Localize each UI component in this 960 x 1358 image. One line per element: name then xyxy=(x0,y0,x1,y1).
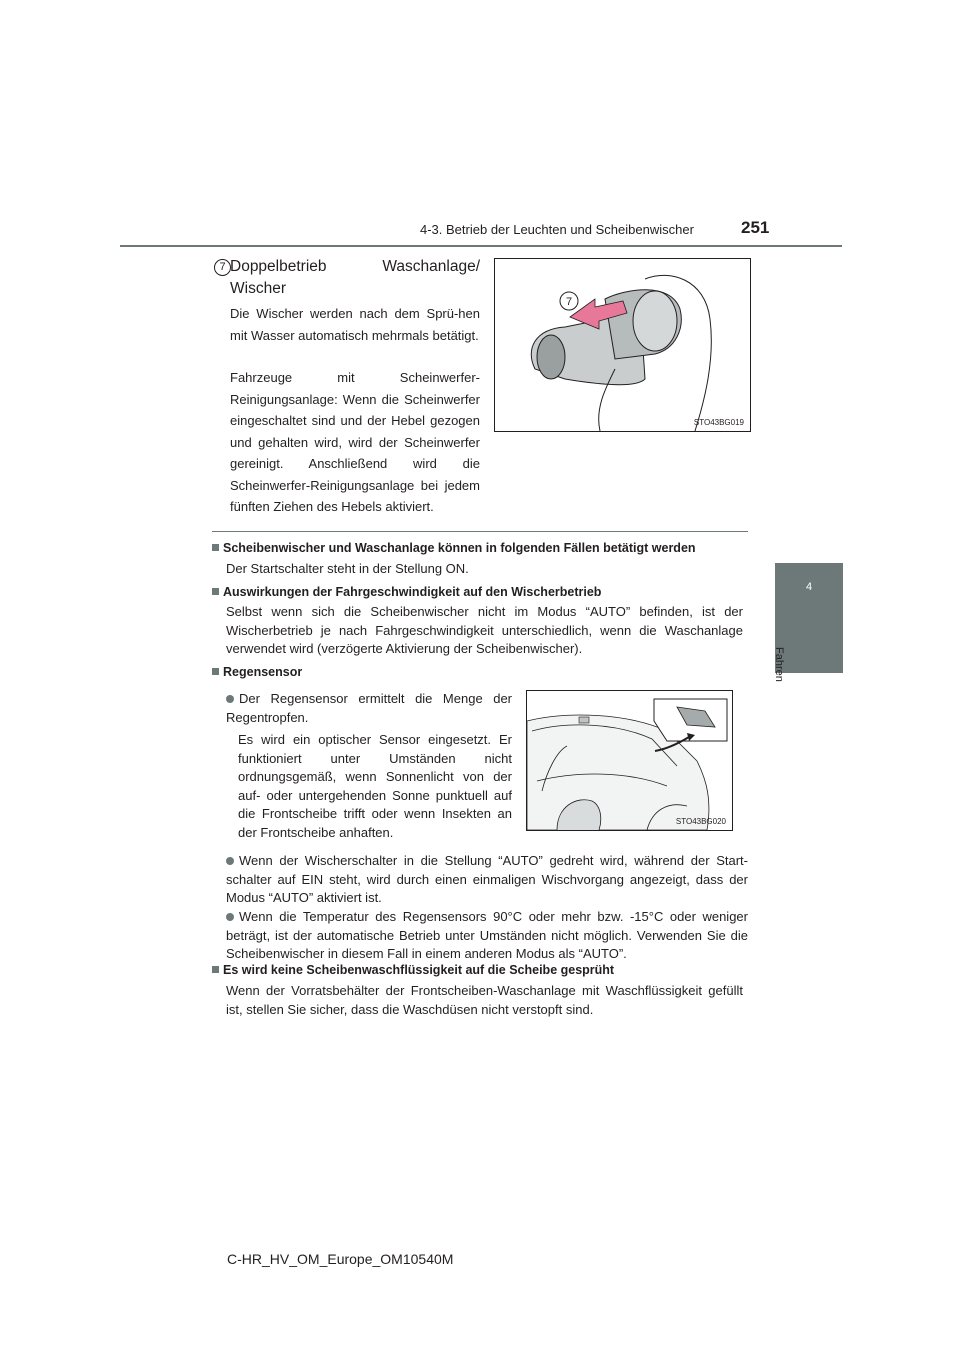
figure-badge: 7 xyxy=(565,296,573,308)
rain-sensor-bullet-2 xyxy=(226,852,748,908)
round-bullet-icon xyxy=(226,695,234,703)
bullet-1-line1-text: Der Regensensor ermittelt die Menge der Regentropfen. xyxy=(226,691,512,725)
note-text: Wenn der Vorratsbehälter der Frontscheiben-Waschanlage mit Waschflüssigkeit gefüllt ist, stellen Sie sicher, dass die Waschdüsen nicht verstopft sind. xyxy=(226,983,743,1017)
chapter-label-text: Fahren xyxy=(773,647,785,682)
figure-code: STO43BG020 xyxy=(675,817,726,826)
bullet-1-line2: Es wird ein optischer Sensor eingesetzt. Er funktioniert unter Umständen nicht ordnungsgemäß, wenn Sonnenlicht von der auf- oder untergehenden Sonne punktuell auf die Frontscheibe trifft oder wenn Insekten an der Frontscheibe anhaften. xyxy=(238,732,512,840)
item-number: 7 xyxy=(214,259,231,276)
note-text: Der Startschalter steht in der Stellung ON. xyxy=(226,561,469,576)
note-heading xyxy=(212,963,748,977)
figure-wiper-lever xyxy=(494,258,751,432)
chapter-tab xyxy=(775,563,843,673)
item-paragraph-2: Fahrzeuge mit Scheinwerfer-Reinigungsanlage: Wenn die Scheinwerfer eingeschaltet sind und der Hebel gezogen und gehalten wird, wird der Scheinwerfer gereinigt. Anschließend wird die Scheinwerfer-Reinigungsanlage bei jedem fünften Ziehen des Hebels aktiviert. xyxy=(230,370,480,514)
note-heading-text: Es wird keine Scheibenwaschflüssigkeit auf die Scheibe gesprüht xyxy=(223,963,615,977)
bullet-3-content: Wenn die Temperatur des Regensensors 90°C oder mehr bzw. -15°C oder weniger beträgt, ist der automatische Betrieb unter Umständen nicht möglich. Verwenden Sie die Scheibenwischer in diesem Fall in einem anderen Modus als “AUTO”. xyxy=(226,909,748,961)
page-number: 251 xyxy=(741,218,770,237)
rain-sensor-bullet-3 xyxy=(226,908,748,964)
rain-sensor-illustration xyxy=(527,691,732,830)
round-bullet-icon xyxy=(226,857,234,865)
wiper-lever-illustration xyxy=(495,259,750,431)
item-title-line1: Doppelbetrieb Waschanlage/ xyxy=(230,258,480,275)
round-bullet-icon xyxy=(226,913,234,921)
section-separator xyxy=(212,531,748,532)
note-heading-text: Auswirkungen der Fahrgeschwindigkeit auf den Wischerbetrieb xyxy=(223,585,602,599)
item-title-line2: Wischer xyxy=(230,280,286,297)
item-paragraph-1: Die Wischer werden nach dem Sprü-hen mit Wasser automatisch mehrmals betätigt. xyxy=(230,306,480,343)
header-rule xyxy=(120,245,842,247)
section-title: 4-3. Betrieb der Leuchten und Scheibenwischer xyxy=(420,222,694,237)
square-bullet-icon xyxy=(212,966,219,973)
chapter-label xyxy=(773,647,785,707)
rain-sensor-heading xyxy=(212,665,302,679)
document-id: C-HR_HV_OM_Europe_OM10540M xyxy=(227,1251,454,1267)
bullet-1-line1 xyxy=(226,690,512,727)
note-washer xyxy=(212,963,748,1019)
rain-sensor-bullet-1 xyxy=(226,690,512,842)
bullet-2-text xyxy=(226,852,748,908)
note-heading xyxy=(212,585,748,599)
note-speed-effect xyxy=(212,585,748,659)
square-bullet-icon xyxy=(212,544,219,551)
rain-sensor-heading-text: Regensensor xyxy=(223,665,303,679)
figure-code: STO43BG019 xyxy=(693,418,744,427)
bullet-2-content: Wenn der Wischerschalter in die Stellung “AUTO” gedreht wird, während der Start-schalter auf EIN steht, wird durch einen einmaligen Wischvorgang angezeigt, dass der Modus “AUTO” aktiviert ist. xyxy=(226,853,748,905)
note-operation-conditions xyxy=(212,541,748,579)
note-heading xyxy=(212,541,748,555)
bullet-3-text xyxy=(226,908,748,964)
square-bullet-icon xyxy=(212,588,219,595)
chapter-number: 4 xyxy=(805,581,813,593)
note-text: Selbst wenn sich die Scheibenwischer nicht im Modus “AUTO” befinden, ist der Wischerbetrieb je nach Fahrgeschwindigkeit unterschiedlich, wenn die Waschanlage verwendet wird (verzögerte Aktivierung der Scheibenwischer). xyxy=(226,604,743,656)
item-badge xyxy=(214,257,231,276)
figure-rain-sensor xyxy=(526,690,733,831)
note-heading-text: Scheibenwischer und Waschanlage können in folgenden Fällen betätigt werden xyxy=(223,541,696,555)
square-bullet-icon xyxy=(212,668,219,675)
item-title xyxy=(230,256,480,300)
